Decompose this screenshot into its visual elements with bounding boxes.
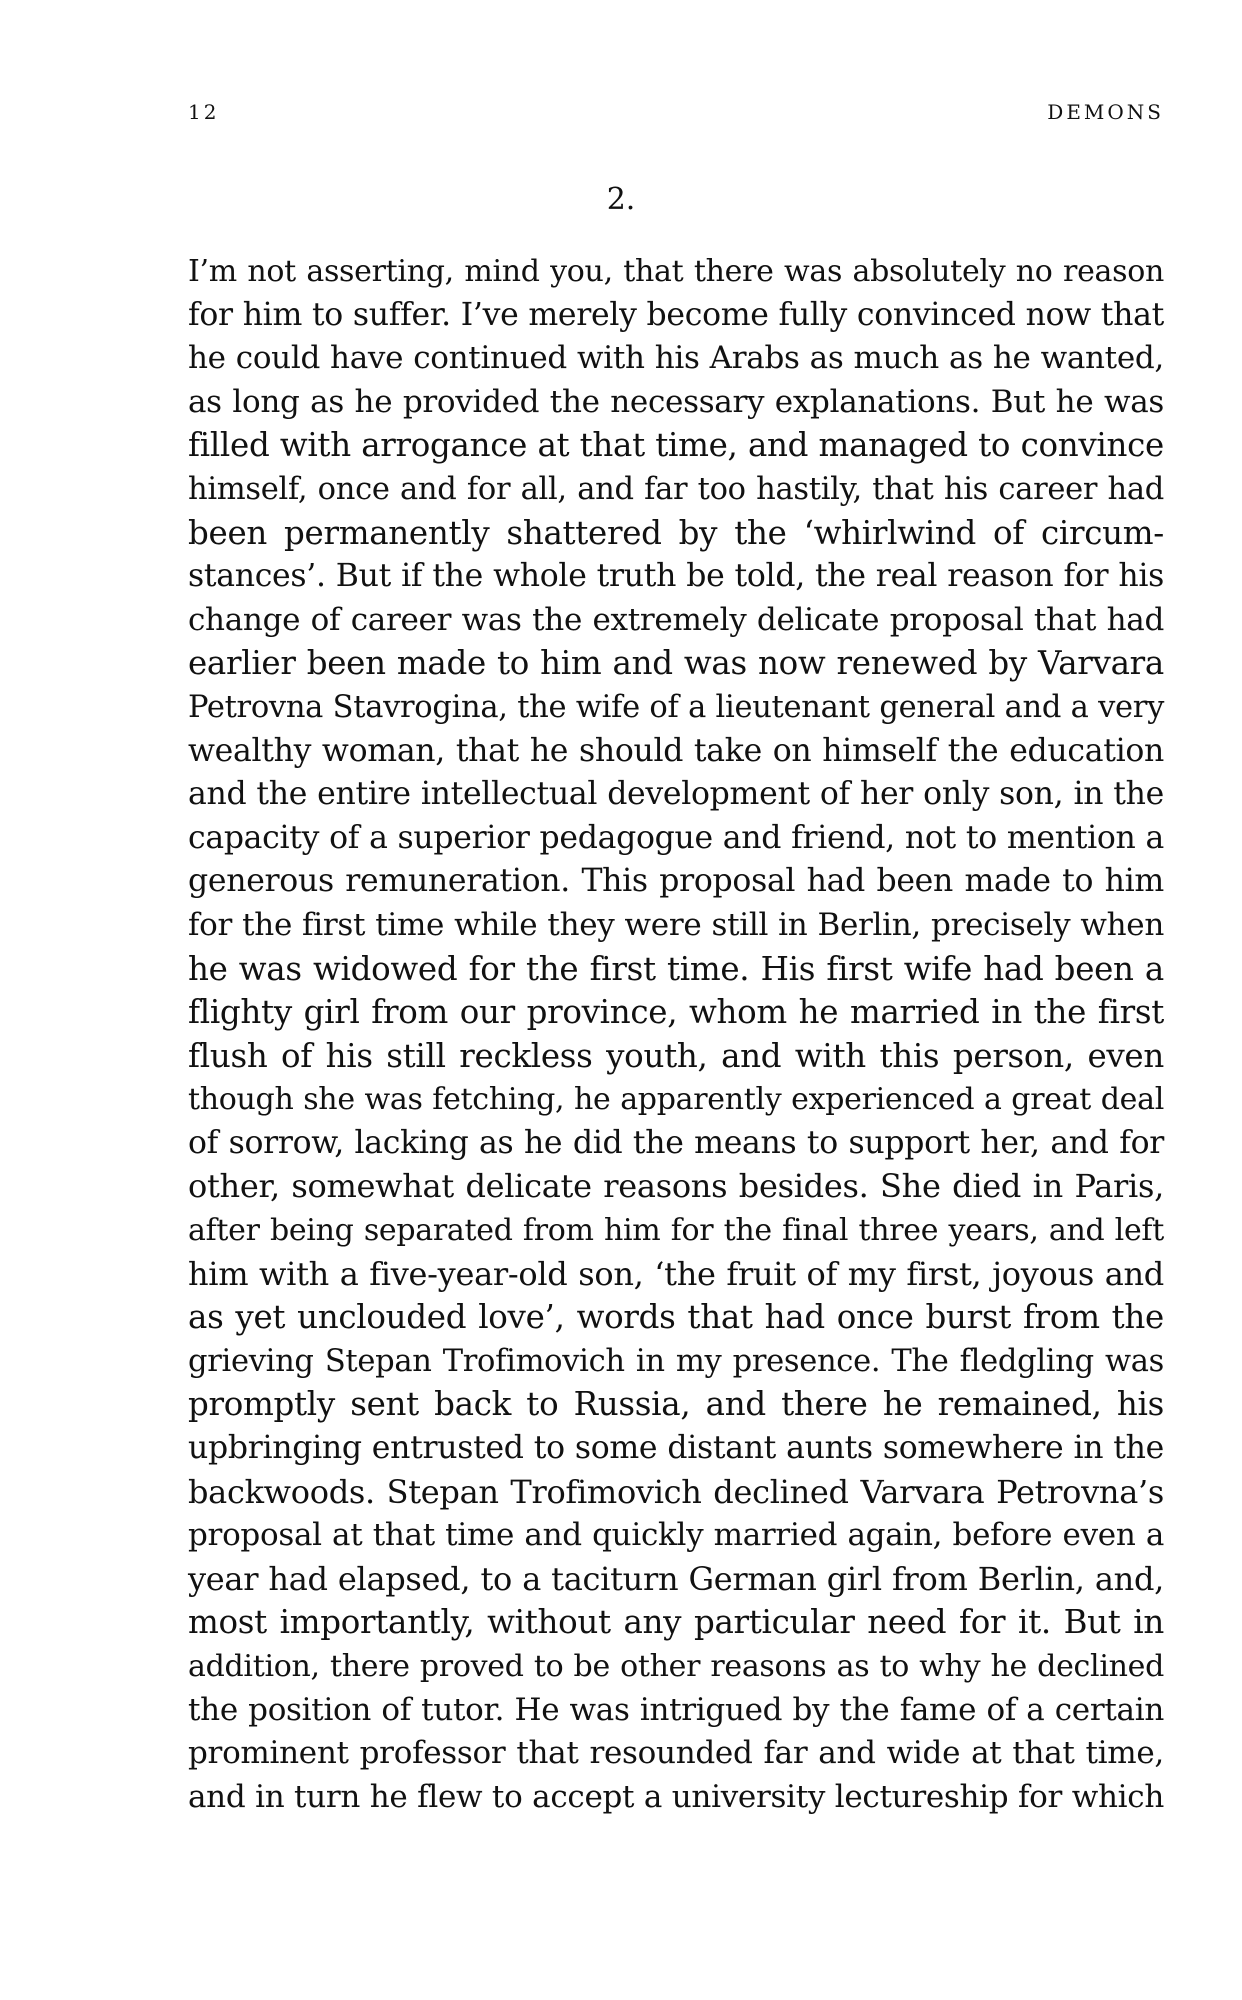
text-line: though she was fetching, he apparently experienced a great deal — [188, 1082, 1164, 1118]
text-line: upbringing entrusted to some distant aunts somewhere in the — [188, 1430, 1164, 1467]
text-line: and the entire intellectual development of her only son, in the — [188, 776, 1164, 813]
book-title: DEMONS — [1047, 100, 1164, 124]
text-line: the position of tutor. He was intrigued by the fame of a certain — [188, 1691, 1164, 1728]
text-line: other, somewhat delicate reasons besides. She died in Paris, — [188, 1167, 1164, 1206]
text-line: him with a five-year-old son, ‘the fruit of my first, joyous and — [188, 1254, 1164, 1293]
text-line: flighty girl from our province, whom he married in the first — [188, 993, 1164, 1032]
text-line: capacity of a superior pedagogue and friend, not to mention a — [188, 819, 1164, 856]
text-line: he could have continued with his Arabs as much as he wanted, — [188, 340, 1164, 377]
text-line: most importantly, without any particular need for it. But in — [188, 1603, 1164, 1642]
text-line: as long as he provided the necessary explanations. But he was — [188, 383, 1164, 420]
text-line: promptly sent back to Russia, and there he remained, his — [188, 1385, 1164, 1424]
text-line: Petrovna Stavrogina, the wife of a lieutenant general and a very — [188, 689, 1164, 725]
running-head — [188, 100, 1164, 130]
text-line: addition, there proved to be other reasons as to why he declined — [188, 1649, 1164, 1684]
text-line: been permanently shattered by the ‘whirlwind of circum- — [188, 513, 1164, 552]
text-line: of sorrow, lacking as he did the means to support her, and for — [188, 1124, 1164, 1161]
text-line: prominent professor that resounded far and wide at that time, — [188, 1735, 1164, 1772]
text-line: as yet unclouded love’, words that had once burst from the — [188, 1298, 1164, 1337]
text-line: he was widowed for the first time. His first wife had been a — [188, 949, 1164, 988]
section-number: 2. — [606, 182, 636, 217]
body-paragraph — [188, 250, 1164, 1819]
text-line: proposal at that time and quickly married again, before even a — [188, 1517, 1164, 1554]
text-line: backwoods. Stepan Trofimovich declined Varvara Petrovna’s — [188, 1472, 1164, 1511]
text-line: and in turn he flew to accept a university lectureship for which — [188, 1778, 1164, 1815]
text-line: wealthy woman, that he should take on himself the education — [188, 732, 1164, 769]
text-line: I’m not asserting, mind you, that there was absolutely no reason — [188, 254, 1164, 289]
text-line: flush of his still reckless youth, and with this person, even — [188, 1036, 1164, 1075]
text-line: grieving Stepan Trofimovich in my presence. The fledgling was — [188, 1343, 1164, 1379]
text-line: change of career was the extremely delicate proposal that had — [188, 601, 1164, 638]
text-line: after being separated from him for the final three years, and left — [188, 1213, 1164, 1249]
text-line: himself, once and for all, and far too hastily, that his career had — [188, 471, 1164, 507]
page-number: 12 — [188, 100, 220, 124]
text-line: for him to suffer. I’ve merely become fully convinced now that — [188, 296, 1164, 333]
text-line: filled with arrogance at that time, and managed to convince — [188, 426, 1164, 465]
text-line: earlier been made to him and was now renewed by Varvara — [188, 644, 1164, 683]
text-line: for the first time while they were still in Berlin, precisely when — [188, 906, 1164, 943]
text-line: generous remuneration. This proposal had been made to him — [188, 863, 1164, 900]
text-line: stances’. But if the whole truth be told, the real reason for his — [188, 558, 1164, 595]
text-line: year had elapsed, to a taciturn German girl from Berlin, and, — [188, 1559, 1164, 1598]
